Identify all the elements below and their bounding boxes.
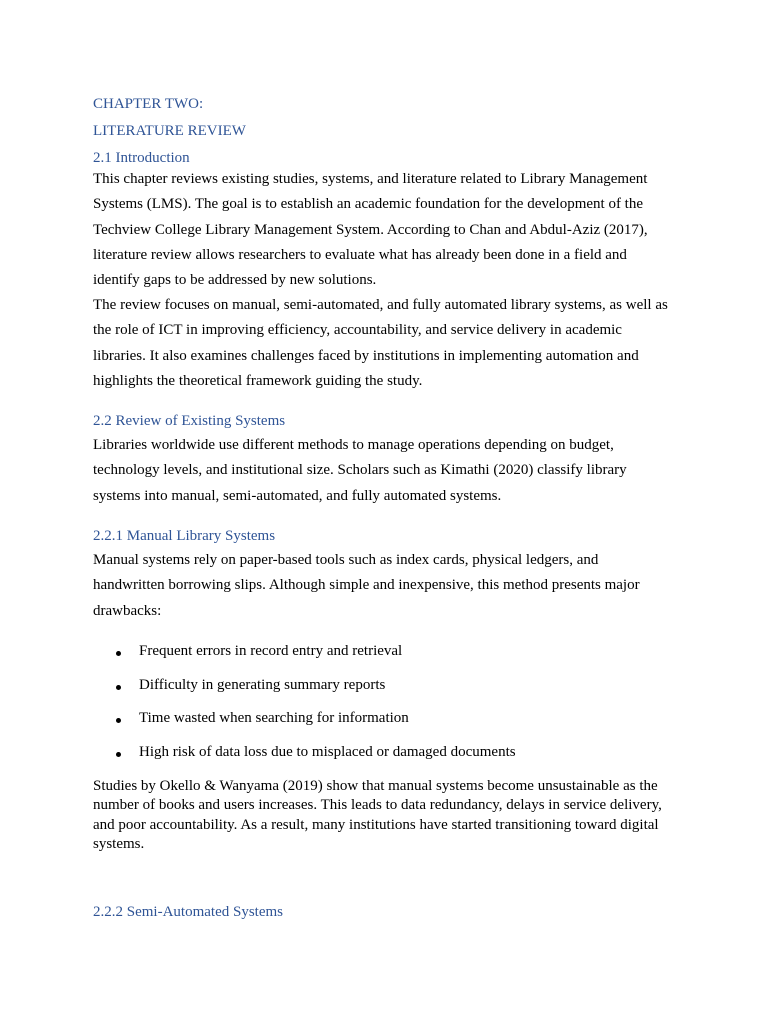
section-heading-review-existing-systems: 2.2 Review of Existing Systems [93,413,286,429]
intro-paragraph-2: The review focuses on manual, semi-automated, and fully automated library systems, as well as the role of ICT in improving efficiency, accountability, and service delivery in academic libraries. It also examines challenges faced by institutions in implementing automation and highlights the theoretical framework guiding the study. [93,297,668,389]
chapter-title: LITERATURE REVIEW [93,123,246,139]
list-item-text: Difficulty in generating summary reports [139,677,386,693]
section-heading-semi-automated-systems: 2.2.2 Semi-Automated Systems [93,904,283,920]
bullet-icon [116,752,121,757]
bullet-icon [116,718,121,723]
chapter-label: CHAPTER TWO: [93,96,204,112]
list-item-text: Frequent errors in record entry and retrieval [139,643,403,659]
manual-paragraph: Manual systems rely on paper-based tools such as index cards, physical ledgers, and handwritten borrowing slips. Although simple and inexpensive, this method presents major drawbacks: [93,552,640,619]
list-item-text: Time wasted when searching for information [139,710,409,726]
intro-paragraph-1: This chapter reviews existing studies, systems, and literature related to Library Management Systems (LMS). The goal is to establish an academic foundation for the development of the Techview College Library Management System. According to Chan and Abdul-Aziz (2017), literature review allows researchers to evaluate what has already been done in a field and identify gaps to be addressed by new solutions. [93,171,648,289]
review-paragraph: Libraries worldwide use different methods to manage operations depending on budget, technology levels, and institutional size. Scholars such as Kimathi (2020) classify library systems into manual, semi-automated, and fully automated systems. [93,437,627,504]
section-heading-introduction: 2.1 Introduction [93,150,190,166]
bullet-icon [116,651,121,656]
section-heading-manual-systems: 2.2.1 Manual Library Systems [93,528,276,544]
list-item-text: High risk of data loss due to misplaced or damaged documents [139,744,516,760]
manual-closing-paragraph: Studies by Okello & Wanyama (2019) show that manual systems become unsustainable as the number of books and users increases. This leads to data redundancy, delays in service delivery, and poor accountability. As a result, many institutions have started transitioning toward digital systems. [93,778,662,852]
bullet-icon [116,685,121,690]
